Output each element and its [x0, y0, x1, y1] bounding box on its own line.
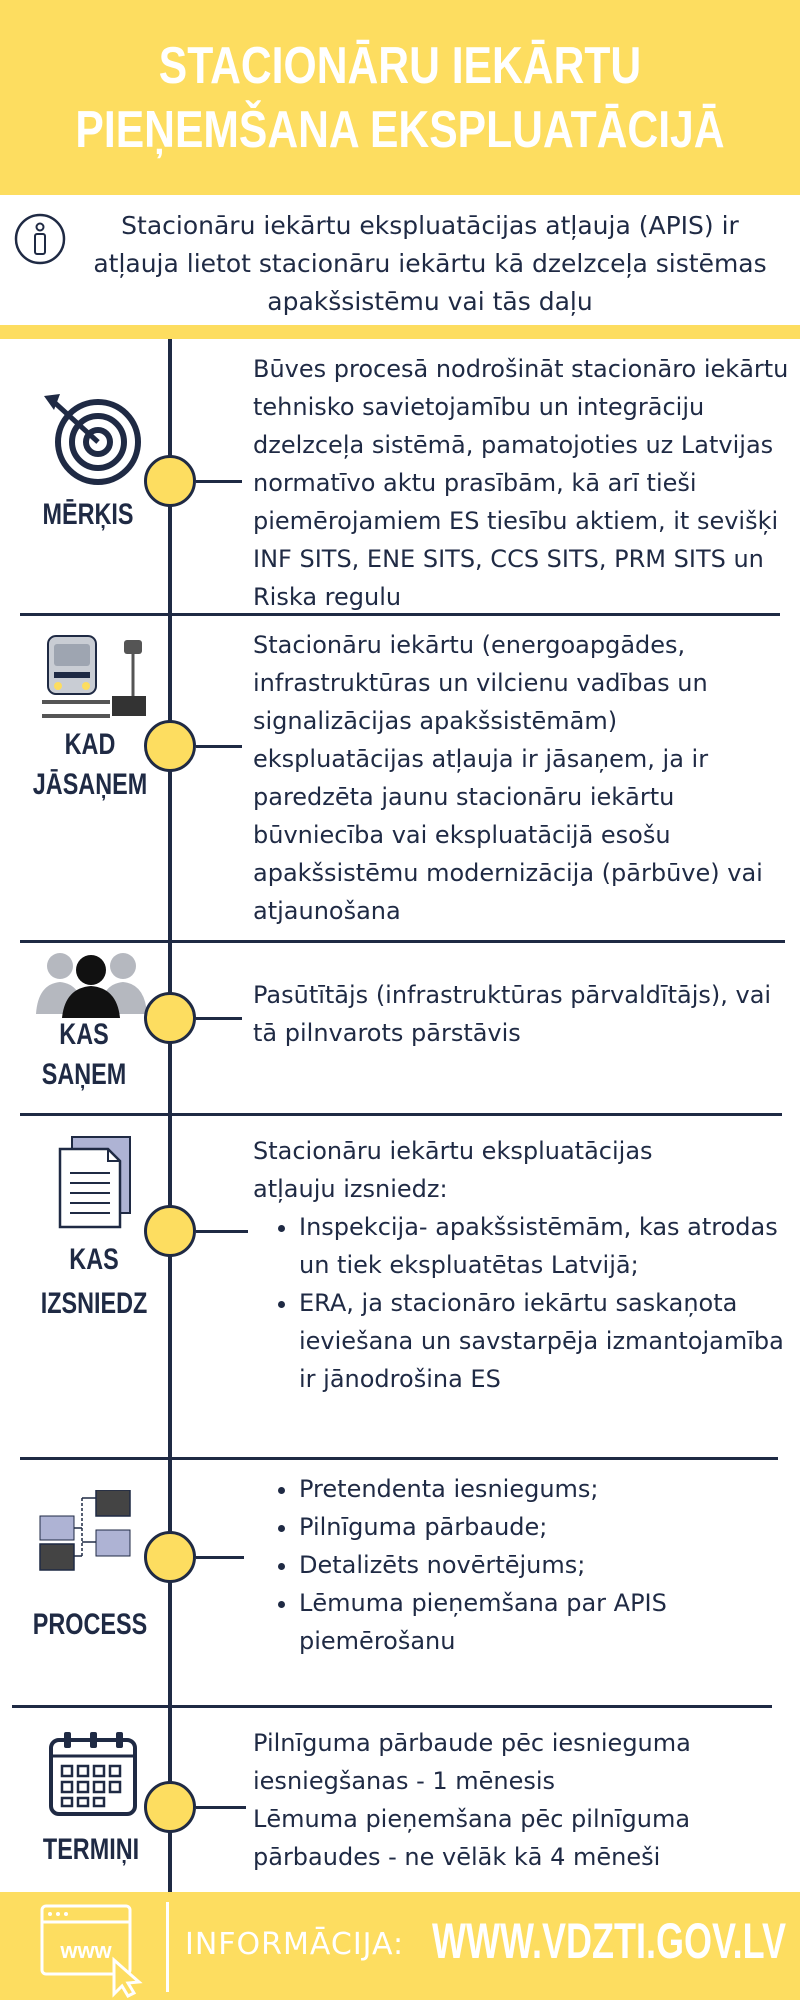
page-title: STACIONĀRU IEKĀRTU PIEŅEMŠANA EKSPLUATĀCIJĀ — [75, 36, 725, 159]
train-station-icon — [40, 630, 150, 722]
divider-4 — [20, 1457, 778, 1460]
label-termini: TERMIŅI — [42, 1833, 140, 1866]
timeline-dot-kas-izsniedz — [144, 1205, 196, 1257]
divider-5 — [12, 1705, 772, 1708]
timeline-dot-merkis — [144, 455, 196, 507]
intro-section — [0, 195, 800, 325]
footer-banner — [0, 1892, 800, 2000]
text-kas-sanem: Pasūtītājs (infrastruktūras pārvaldītājs), vai tā pilnvarots pārstāvis — [253, 981, 772, 1047]
list-item: • Detalizēts novērtējums; — [299, 1546, 793, 1584]
connector-kas-sanem — [196, 1017, 242, 1020]
kas-izsniedz-list — [253, 1208, 793, 1398]
intro-text: Stacionāru iekārtu ekspluatācijas atļauja (APIS) ir atļauja lietot stacionāru iekārtu kā dzelzceļa sistēmas apakšsistēmu vai tās daļu — [93, 211, 767, 316]
termini-line-1: Pilnīguma pārbaude pēc iesnieguma iesniegšanas - 1 mēnesis — [253, 1729, 691, 1795]
list-item: • Inspekcija- apakšsistēmām, kas atrodas un tiek ekspluatētas Latvijā; — [299, 1208, 793, 1284]
kas-izsniedz-intro: Stacionāru iekārtu ekspluatācijas atļauju izsniedz: — [253, 1137, 653, 1203]
info-icon — [14, 213, 66, 265]
text-kas-izsniedz — [253, 1132, 793, 1398]
web-icon-text: www — [60, 1938, 112, 1963]
label-kas-izsniedz — [32, 1240, 157, 1324]
label-kad-line-2: JĀSAŅEM — [32, 768, 148, 801]
process-list — [253, 1470, 793, 1660]
connector-kad — [196, 745, 242, 748]
termini-line-2: Lēmuma pieņemšana pēc pilnīguma pārbaudes - ne vēlāk kā 4 mēneši — [253, 1805, 691, 1871]
users-icon — [34, 948, 149, 1018]
label-kas-sanem-line-1: KAS — [59, 1018, 109, 1051]
target-icon — [40, 390, 150, 490]
label-merkis: MĒRĶIS — [42, 498, 134, 531]
web-browser-icon — [38, 1902, 148, 1998]
label-kas-sanem — [29, 1015, 138, 1095]
label-kas-izsniedz-line-2: IZSNIEDZ — [40, 1287, 148, 1320]
list-item: • Pilnīguma pārbaude; — [299, 1508, 793, 1546]
website-link[interactable]: WWW.VDZTI.GOV.LV — [432, 1913, 786, 1969]
connector-merkis — [196, 480, 242, 483]
timeline-dot-process — [144, 1531, 196, 1583]
connector-termini — [196, 1806, 246, 1809]
footer-divider — [166, 1902, 169, 1992]
footer-info-label: INFORMĀCIJA: — [185, 1927, 405, 1962]
list-item: • Lēmuma pieņemšana par APIS piemērošanu — [299, 1584, 793, 1660]
divider-2 — [20, 940, 785, 943]
label-kas-sanem-line-2: SAŅEM — [41, 1058, 127, 1091]
text-termini — [253, 1724, 793, 1876]
label-process: PROCESS — [32, 1608, 148, 1641]
connector-process — [196, 1556, 244, 1559]
connector-kas-izsniedz — [196, 1230, 248, 1233]
timeline-dot-kas-sanem — [144, 992, 196, 1044]
label-kad-line-1: KAD — [64, 728, 116, 761]
list-item: • ERA, ja stacionāro iekārtu saskaņota ieviešana un savstarpēja izmantojamība ir jānodrošina ES — [299, 1284, 793, 1398]
text-process — [253, 1470, 793, 1660]
divider-3 — [20, 1113, 782, 1116]
divider-1 — [20, 613, 780, 616]
text-merkis: Būves procesā nodrošināt stacionāro iekārtu tehnisko savietojamību un integrāciju dzelzceļa sistēmā, pamatojoties uz Latvijas normatīvo aktu prasībām, kā arī tieši piemērojamiem ES tiesību aktiem, it sevišķi INF SITS, ENE SITS, CCS SITS, PRM SITS un Riska regulu — [253, 355, 789, 611]
yellow-band — [0, 325, 800, 339]
list-item: • Pretendenta iesniegums; — [299, 1470, 793, 1508]
timeline-dot-termini — [144, 1781, 196, 1833]
document-icon — [58, 1135, 134, 1231]
header-banner — [0, 0, 800, 195]
timeline-dot-kad — [144, 720, 196, 772]
label-kas-izsniedz-line-1: KAS — [69, 1243, 119, 1276]
label-kad — [28, 725, 153, 805]
text-kad: Stacionāru iekārtu (energoapgādes, infrastruktūras un vilcienu vadības un signalizācijas apakšsistēmām) ekspluatācijas atļauja ir jāsaņem, ja ir paredzēta jaunu stacionāru iekārtu būvniecība vai ekspluatācijā esošu apakšsistēmu modernizācija (pārbūve) vai atjaunošana — [253, 631, 763, 925]
calendar-icon — [48, 1730, 140, 1818]
process-flow-icon — [38, 1490, 138, 1590]
